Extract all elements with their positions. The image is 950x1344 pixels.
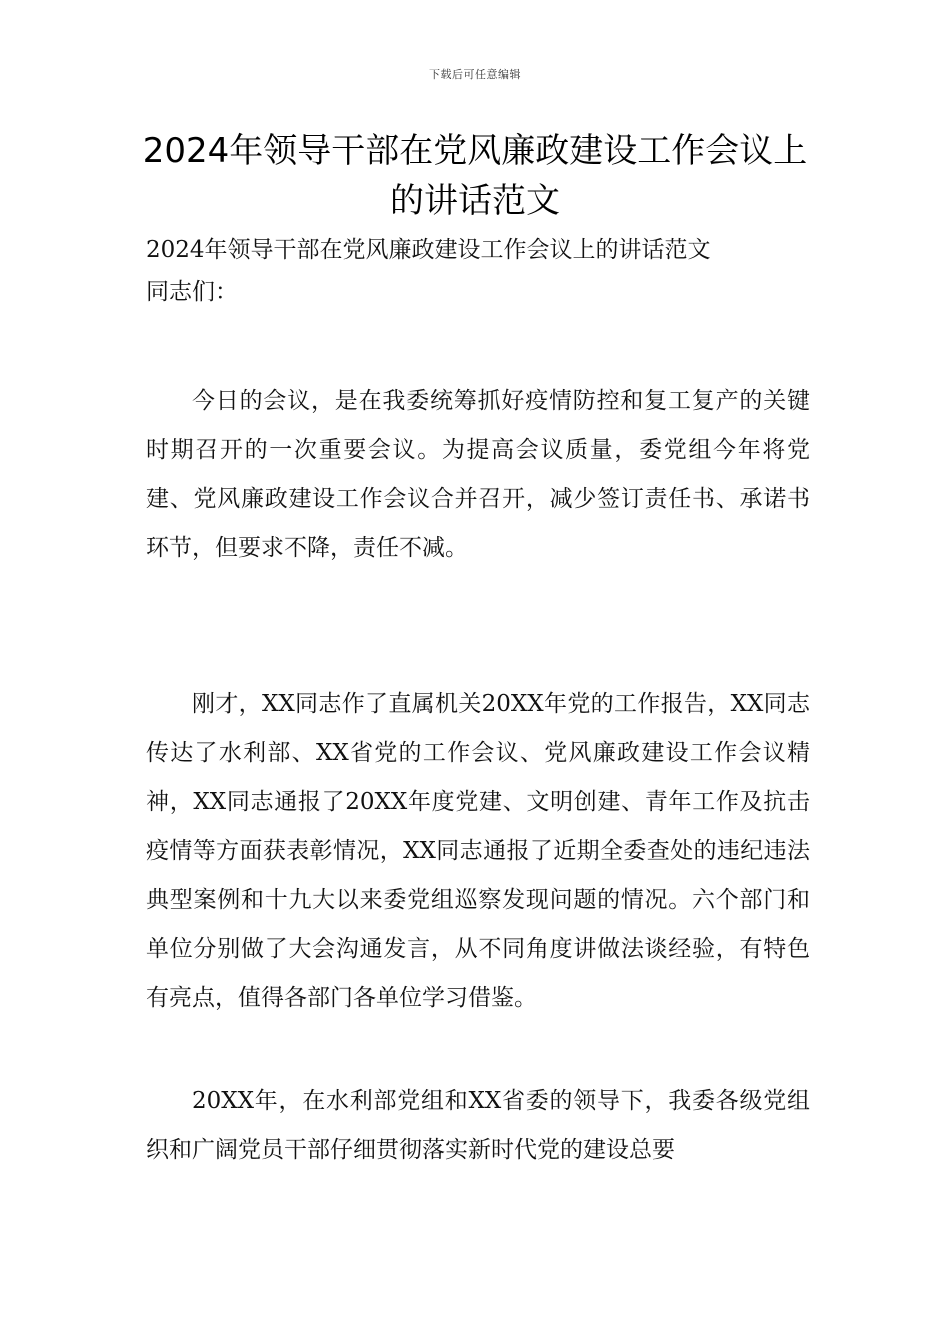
paragraph-3: 20XX年，在水利部党组和XX省委的领导下，我委各级党组织和广阔党员干部仔细贯彻落实新时代党的建设总要	[146, 1088, 810, 1163]
salutation: 同志们：	[146, 279, 238, 305]
spacer	[146, 1023, 810, 1077]
subtitle-line: 2024年领导干部在党风廉政建设工作会议上的讲话范文	[146, 237, 711, 263]
spacer	[146, 313, 810, 377]
document-title: 2024年领导干部在党风廉政建设工作会议上的讲话范文	[142, 131, 808, 221]
document-body	[146, 229, 810, 1175]
header-note: 下载后可任意编辑	[429, 68, 521, 81]
paragraph-1: 今日的会议，是在我委统筹抓好疫情防控和复工复产的关键时期召开的一次重要会议。为提高会议质量，委党组今年将党建、党风廉政建设工作会议合并召开，减少签订责任书、承诺书环节，但要求不降，责任不减。	[146, 388, 810, 561]
paragraph-2: 刚才，XX同志作了直属机关20XX年党的工作报告，XX同志传达了水利部、XX省党的工作会议、党风廉政建设工作会议精神，XX同志通报了20XX年度党建、文明创建、青年工作及抗击疫情等方面获表彰情况，XX同志通报了近期全委查处的违纪违法典型案例和十九大以来委党组巡察发现问题的情况。六个部门和单位分别做了大会沟通发言，从不同角度讲做法谈经验，有特色有亮点，值得各部门各单位学习借鉴。	[146, 691, 810, 1011]
spacer	[146, 573, 810, 680]
